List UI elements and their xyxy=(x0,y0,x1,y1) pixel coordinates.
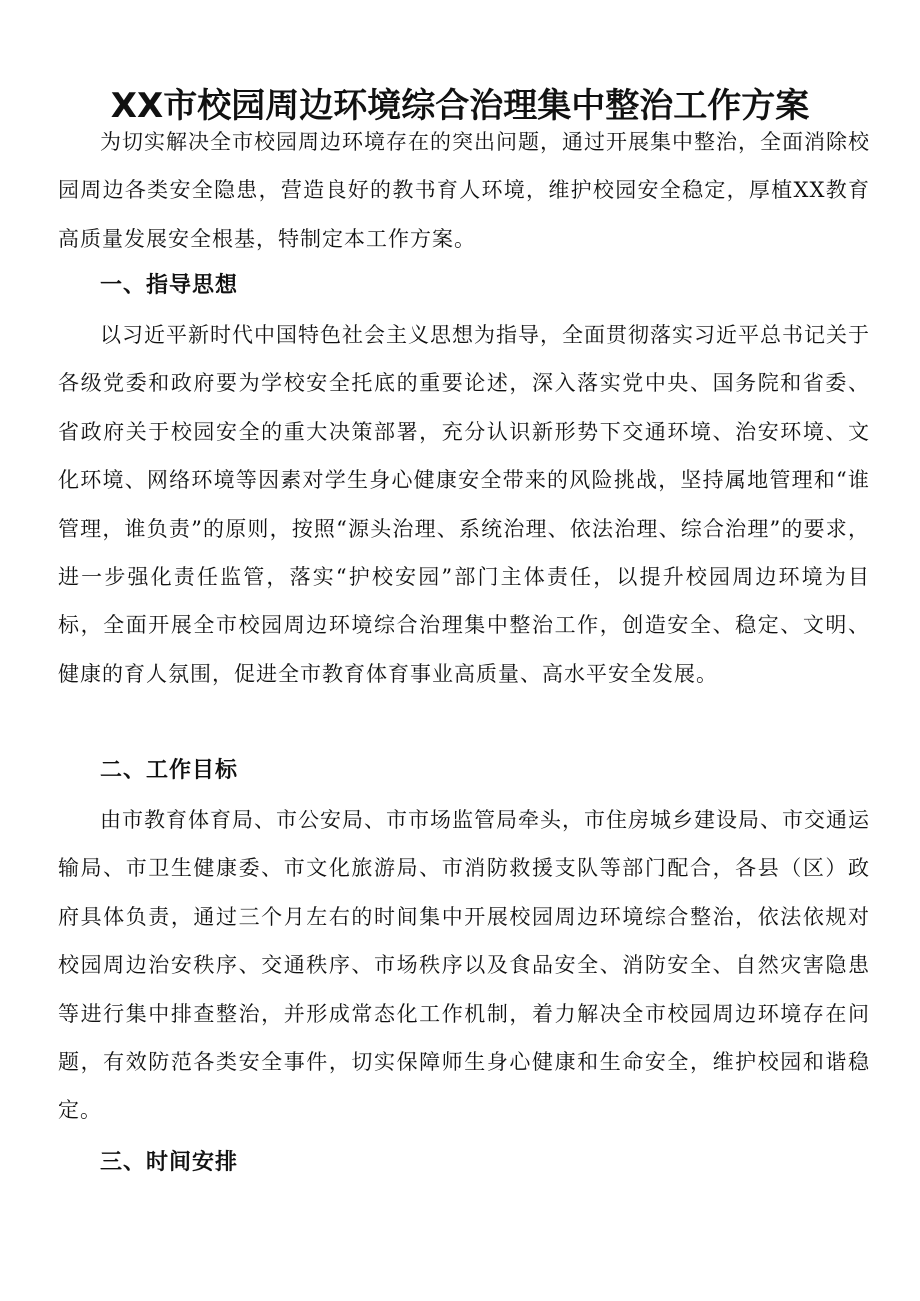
section-body-work-goals: 由市教育体育局、市公安局、市市场监管局牵头，市住房城乡建设局、市交通运输局、市卫生健康委、市文化旅游局、市消防救援支队等部门配合，各县（区）政府具体负责，通过三个月左右的时间集中开展校园周边环境综合整治，依法依规对校园周边治安秩序、交通秩序、市场秩序以及食品安全、消防安全、自然灾害隐患等进行集中排查整治，并形成常态化工作机制，着力解决全市校园周边环境存在问题，有效防范各类安全事件，切实保障师生身心健康和生命安全，维护校园和谐稳定。 xyxy=(58,808,870,1123)
section-heading-guiding-ideology: 一、指导思想 xyxy=(100,273,239,298)
section-heading-schedule: 三、时间安排 xyxy=(100,1150,239,1175)
section-heading-work-goals: 二、工作目标 xyxy=(100,758,239,783)
section-body-guiding-ideology: 以习近平新时代中国特色社会主义思想为指导，全面贯彻落实习近平总书记关于各级党委和政府要为学校安全托底的重要论述，深入落实党中央、国务院和省委、省政府关于校园安全的重大决策部署，充分认识新形势下交通环境、治安环境、文化环境、网络环境等因素对学生身心健康安全带来的风险挑战，坚持属地管理和“谁管理，谁负责”的原则，按照“源头治理、系统治理、依法治理、综合治理”的要求，进一步强化责任监管，落实“护校安园”部门主体责任，以提升校园周边环境为目标，全面开展全市校园周边环境综合治理集中整治工作，创造安全、稳定、文明、健康的育人氛围，促进全市教育体育事业高质量、高水平安全发展。 xyxy=(58,323,870,686)
intro-paragraph: 为切实解决全市校园周边环境存在的突出问题，通过开展集中整治，全面消除校园周边各类安全隐患，营造良好的教书育人环境，维护校园安全稳定，厚植XX教育高质量发展安全根基，特制定本工作方案。 xyxy=(58,130,870,251)
document-title: XX市校园周边环境综合治理集中整治工作方案 xyxy=(110,85,810,126)
